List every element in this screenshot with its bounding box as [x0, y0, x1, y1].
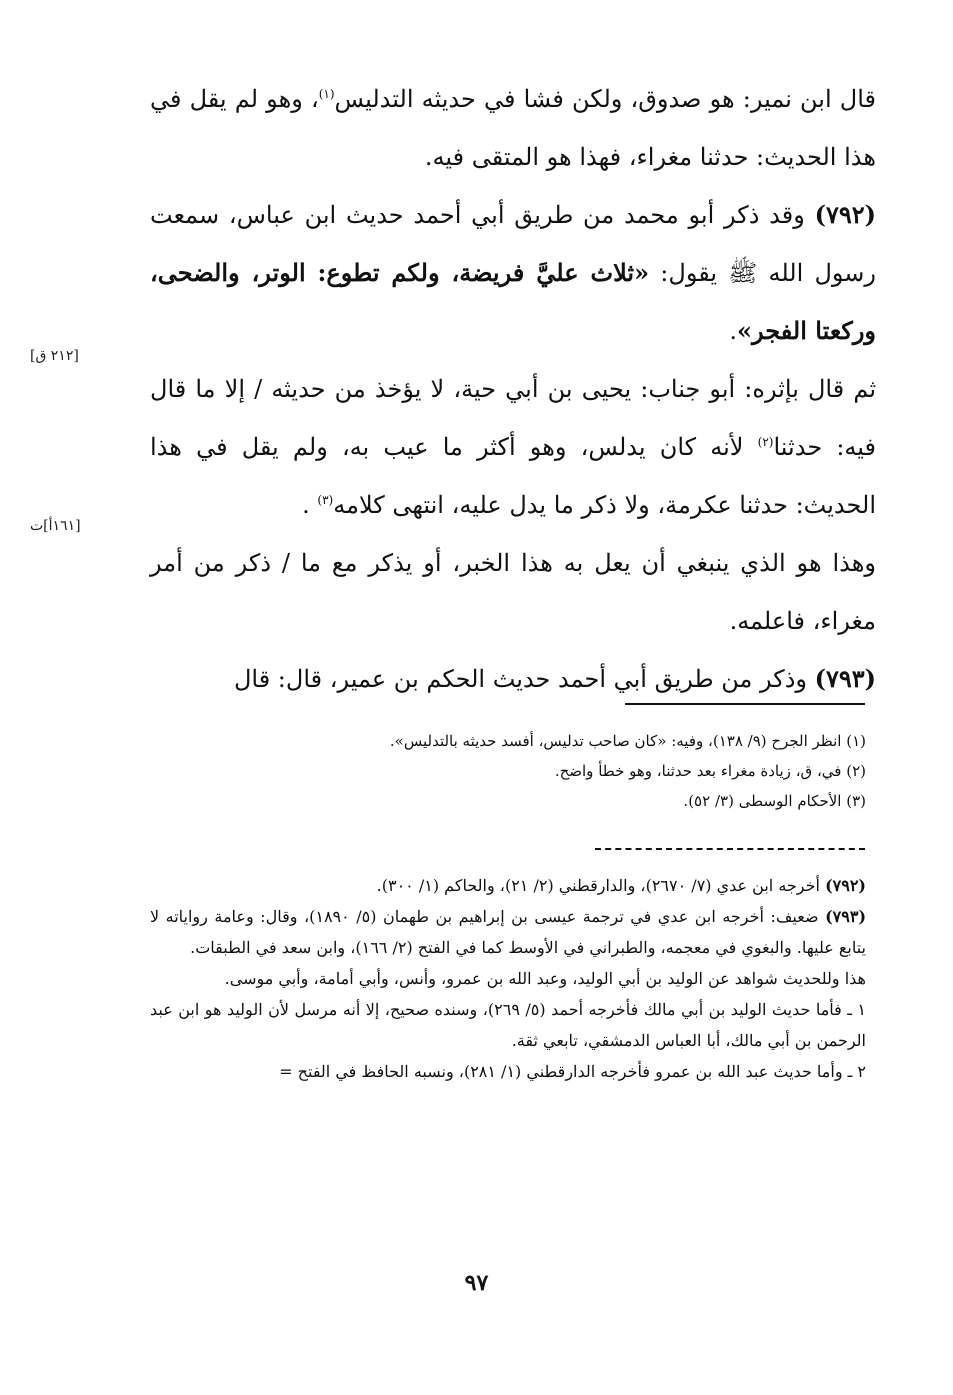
takhrij-793-text: ضعيف: أخرجه ابن عدي في ترجمة عيسى بن إبراهيم بن طهمان (٥/ ١٨٩٠)، وقال: وعامة رواياته لا يتابع عليها. والبغوي في معجمه، والطبراني في الأوسط كما في الفتح (٢/ ١٦٦)، وابن سعد في الطبقات.: [150, 907, 866, 957]
paragraph-3: [150, 360, 876, 534]
takhrij-item-2: ٢ ـ وأما حديث عبد الله بن عمرو فأخرجه الدارقطني (١/ ٢٨١)، ونسبه الحافظ في الفتح =: [279, 1062, 866, 1081]
paragraph-2-end: .: [729, 317, 738, 345]
paragraph-3-text: ثم قال بإثره: أبو جناب: يحيى بن أبي حية، لا يؤخذ من حديثه / إلا ما قال فيه: حدثنا: [150, 375, 876, 461]
paragraph-2: [150, 186, 876, 360]
paragraph-3-end: .: [302, 491, 310, 519]
hadith-number-793: (٧٩٣): [814, 664, 876, 693]
margin-note-2: [١٦١أ]ت: [30, 518, 81, 534]
footnote-ref-1: (١): [318, 87, 335, 101]
margin-note-1: [٢١٢ ق]: [30, 348, 79, 364]
footnote-1: (١) انظر الجرح (٩/ ١٣٨)، وفيه: «كان صاحب تدليس، أفسد حديثه بالتدليس».: [389, 732, 866, 750]
takhrij-notes: [150, 870, 866, 1087]
paragraph-4: [150, 534, 876, 650]
footnote-2: (٢) في، ق، زيادة مغراء بعد حدثنا، وهو خطأ واضح.: [554, 762, 866, 780]
takhrij-separator: [595, 848, 865, 850]
paragraph-5: [150, 650, 876, 708]
takhrij-793: [150, 901, 866, 963]
main-text: [150, 70, 876, 708]
takhrij-shawahid: هذا وللحديث شواهد عن الوليد بن أبي الوليد، وعبد الله بن عمرو، وأنس، وأبي أمامة، وأبي موسى.: [224, 969, 866, 988]
paragraph-3-mid: لأنه كان يدلس، وهو أكثر ما عيب به، ولم يقل في هذا الحديث: حدثنا عكرمة، ولا ذكر ما يدل عليه، انتهى كلامه: [150, 433, 876, 519]
paragraph-1-tail: ، وهو لم يقل في هذا الحديث: حدثنا مغراء، فهذا هو المتقى فيه.: [150, 85, 876, 171]
takhrij-792-number: (٧٩٢): [825, 876, 866, 895]
takhrij-792-text: أخرجه ابن عدي (٧/ ٢٦٧٠)، والدارقطني (٢/ ٢١)، والحاكم (١/ ٣٠٠).: [376, 876, 820, 895]
takhrij-792: [150, 870, 866, 901]
paragraph-4-text: وهذا هو الذي ينبغي أن يعل به هذا الخبر، أو يذكر مع ما / ذكر من أمر مغراء، فاعلمه.: [150, 549, 876, 635]
paragraph-1: [150, 70, 876, 186]
paragraph-5-text: وذكر من طريق أبي أحمد حديث الحكم بن عمير، قال: قال: [233, 665, 807, 693]
page-number: ٩٧: [464, 1270, 489, 1296]
footnote-3: (٣) الأحكام الوسطى (٣/ ٥٢).: [683, 792, 866, 810]
hadith-number-792: (٧٩٢): [814, 200, 876, 229]
takhrij-793-number: (٧٩٣): [825, 907, 867, 926]
paragraph-2-text: وقد ذكر أبو محمد من طريق أبي أحمد حديث ابن عباس، سمعت رسول الله ﷺ يقول:: [150, 201, 876, 287]
footnote-ref-2: (٢): [757, 435, 774, 449]
hadith-text: «ثلاث عليَّ فريضة، ولكم تطوع: الوتر، والضحى، وركعتا الفجر»: [150, 258, 876, 345]
footnote-separator: [625, 703, 865, 705]
paragraph-1-text: قال ابن نمير: هو صدوق، ولكن فشا في حديثه التدليس: [334, 85, 877, 113]
takhrij-item-1: ١ ـ فأما حديث الوليد بن أبي مالك فأخرجه أحمد (٥/ ٢٦٩)، وسنده صحيح، إلا أنه مرسل لأن الوليد هو ابن عبد الرحمن بن أبي مالك، أبا العباس الدمشقي، تابعي ثقة.: [150, 1000, 867, 1050]
footnotes: [300, 726, 866, 816]
footnote-ref-3: (٣): [317, 493, 334, 507]
